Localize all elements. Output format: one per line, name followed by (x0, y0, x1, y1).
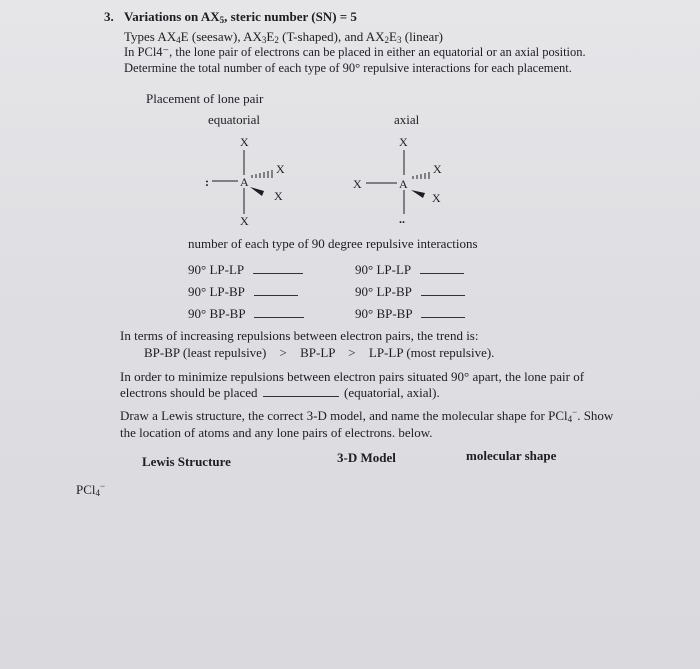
ax-hashed-wedge (413, 172, 429, 179)
eq-bp-bp-label: 90° BP-BP (188, 306, 246, 321)
ax-lp-bp-row (355, 284, 465, 299)
ax-lp-lp-label: 90° LP-LP (355, 262, 411, 277)
eq-lp-lp-label: 90° LP-LP (188, 262, 244, 277)
eq-solid-wedge (250, 187, 264, 196)
ax-left-x: X (353, 177, 362, 191)
eq-bp-bp-row (188, 306, 304, 321)
eq-bp-bp-blank[interactable] (254, 306, 304, 318)
ax-top-x: X (399, 135, 408, 149)
draw-line-2: the location of atoms and any lone pairs of electrons. below. (120, 425, 433, 440)
minimize-line-1: In order to minimize repulsions between electron pairs situated 90° apart, the lone pair of (120, 369, 585, 384)
equatorial-label: equatorial (208, 112, 260, 127)
trend-order (144, 345, 494, 360)
ax-lp-lp-blank[interactable] (420, 262, 464, 274)
axial-diagram (353, 135, 442, 226)
eq-lp-bp-blank[interactable] (254, 284, 298, 296)
eq-lp-bp-row (188, 284, 298, 299)
ax-bp-bp-row (355, 306, 465, 321)
ax-solid-wedge (411, 190, 425, 198)
eq-lp-bp-label: 90° LP-BP (188, 284, 245, 299)
ax-wedge-x: X (433, 162, 442, 176)
ax-center-a: A (399, 177, 408, 191)
eq-hashed-wedge (252, 170, 272, 178)
ax-lp-bp-blank[interactable] (421, 284, 465, 296)
trend-gt-2: > (348, 345, 356, 360)
equatorial-diagram (205, 135, 285, 228)
ax-lp-lp-row (355, 262, 464, 277)
question-title: Variations on $AX_5$, steric number (SN) = 5 (124, 9, 357, 25)
trend-gt-1: > (279, 345, 287, 360)
placement-heading: Placement of lone pair (146, 91, 264, 106)
intro-line-1: In PCl4⁻, the lone pair of electrons can be placed in either an equatorial or an axial position. (124, 45, 586, 59)
ax-solid-x: X (432, 191, 441, 205)
types-line: Types $AX_4E$ (seesaw), $AX_3E_2$ (T-shaped), and $AX_2E_3$ (linear) (124, 29, 443, 45)
question-number: 3. (104, 9, 114, 24)
trend-item-3: LP-LP (most repulsive). (368, 345, 495, 360)
ax-lp-bp-label: 90° LP-BP (355, 284, 412, 299)
trend-item-2: BP-LP (300, 345, 336, 360)
eq-solid-x: X (274, 189, 283, 203)
eq-lp-lp-blank[interactable] (253, 262, 303, 274)
axial-label: axial (394, 112, 420, 127)
eq-lp-lp-row (188, 262, 303, 277)
minimize-line-2-post: (equatorial, axial). (344, 385, 440, 400)
ax-lone-pair: .. (399, 212, 405, 226)
eq-bottom-x: X (240, 214, 249, 228)
draw-line-1: Draw a Lewis structure, the correct 3-D model, and name the molecular shape for PCl$_4$−. Show (120, 407, 614, 424)
minimize-line-2 (120, 385, 440, 400)
interactions-heading: number of each type of 90 degree repulsive interactions (188, 236, 478, 251)
column-3d-model: 3-D Model (337, 450, 396, 465)
eq-lone-pair: : (205, 175, 209, 189)
column-lewis-structure: Lewis Structure (142, 454, 231, 469)
minimize-line-2-pre: electrons should be placed (120, 385, 258, 400)
trend-intro: In terms of increasing repulsions between electron pairs, the trend is: (120, 328, 479, 343)
pcl4-row-label: PCl$_4$− (76, 481, 106, 498)
eq-wedge-x: X (276, 162, 285, 176)
intro-line-2: Determine the total number of each type of 90° repulsive interactions for each placement. (124, 61, 572, 75)
geometry-diagrams (0, 132, 700, 232)
placement-answer-blank[interactable] (263, 385, 339, 397)
eq-top-x: X (240, 135, 249, 149)
ax-bp-bp-label: 90° BP-BP (355, 306, 413, 321)
column-molecular-shape: molecular shape (466, 448, 557, 463)
ax-bp-bp-blank[interactable] (421, 306, 465, 318)
trend-item-1: BP-BP (least repulsive) (144, 345, 267, 360)
eq-center-a: A (240, 175, 249, 189)
